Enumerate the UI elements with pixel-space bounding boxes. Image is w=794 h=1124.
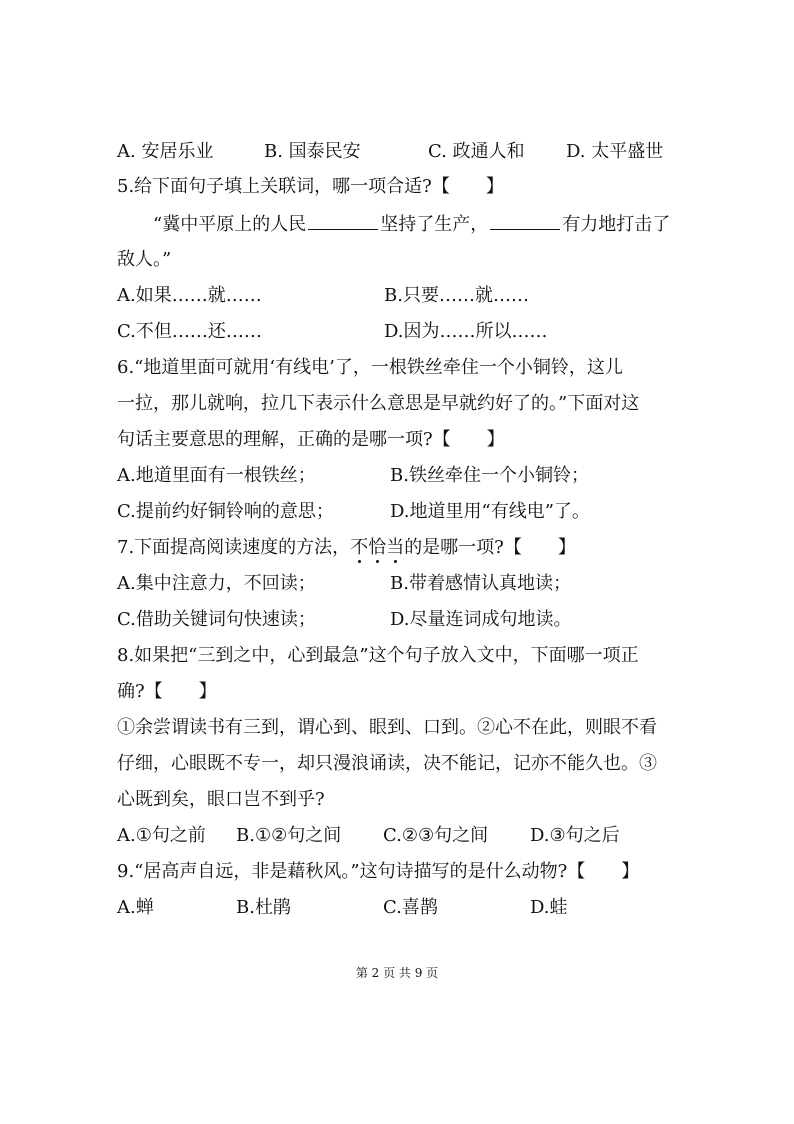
q7-option-a: A.集中注意力，不回读； — [117, 573, 316, 594]
q7-stem — [117, 535, 576, 561]
q6-stem-line-2: 一拉，那儿就响，拉几下表示什么意思是早就约好了的。”下面对这 — [117, 393, 640, 414]
q9-option-c: C.喜鹊 — [383, 897, 438, 918]
q6-option-a: A.地道里面有一根铁丝； — [117, 465, 316, 486]
q7-stem-post: 的是哪一项?【 】 — [404, 537, 576, 558]
q8-passage-line-3: 心既到矣，眼口岂不到乎? — [117, 789, 325, 810]
q6-option-b: B.铁丝牵住一个小铜铃； — [390, 465, 589, 486]
q9-option-b: B.杜鹃 — [236, 897, 291, 918]
q4-option-b: B. 国泰民安 — [264, 141, 361, 162]
q5-option-b: B.只要……就…… — [384, 285, 529, 306]
q5-option-c: C.不但……还…… — [117, 321, 262, 342]
q7-emphasis-char-3: 当 — [386, 537, 405, 558]
q8-option-a: A.①句之前 — [117, 825, 206, 846]
q5-sentence-part-c: 有力地打击了 — [562, 214, 671, 235]
q8-option-c: C.②③句之间 — [383, 825, 489, 846]
q7-option-d: D.尽量连词成句地读。 — [390, 609, 572, 630]
q9-option-d: D.蛙 — [530, 897, 568, 918]
q7-emphasis-char-2: 恰 — [368, 537, 387, 558]
q6-stem-line-3: 句话主要意思的理解，正确的是哪一项?【 】 — [117, 429, 505, 450]
q6-stem-line-1: 6.“地道里面可就用‘有线电’了，一根铁丝牵住一个小铜铃，这儿 — [117, 357, 623, 378]
q5-blank-1 — [308, 211, 378, 230]
q5-sentence-part-b: 坚持了生产， — [380, 214, 489, 235]
q9-option-a: A.蝉 — [117, 897, 154, 918]
q7-option-c: C.借助关键词句快速读； — [117, 609, 316, 630]
q5-sentence-part-a: “冀中平原上的人民 — [153, 214, 307, 235]
q7-emphasis-char-1: 不 — [350, 537, 369, 558]
q8-passage-line-2: 仔细，心眼既不专一，却只漫浪诵读，决不能记，记亦不能久也。③ — [117, 753, 657, 774]
q7-stem-pre: 7.下面提高阅读速度的方法， — [117, 537, 351, 558]
q5-option-d: D.因为……所以…… — [384, 321, 548, 342]
q6-option-c: C.提前约好铜铃响的意思； — [117, 501, 334, 522]
q4-option-a: A. 安居乐业 — [117, 141, 214, 162]
q8-option-b: B.①②句之间 — [236, 825, 342, 846]
q4-option-c: C. 政通人和 — [428, 141, 525, 162]
q5-blank-2 — [490, 211, 560, 230]
q7-option-b: B.带着感情认真地读； — [390, 573, 571, 594]
q8-passage-line-1: ①余尝谓读书有三到，谓心到、眼到、口到。②心不在此，则眼不看 — [117, 717, 657, 738]
q4-option-d: D. 太平盛世 — [566, 141, 664, 162]
q5-option-a: A.如果……就…… — [117, 285, 262, 306]
page-footer: 第 2 页 共 9 页 — [355, 966, 439, 980]
q8-stem-line-1: 8.如果把“三到之中，心到最急”这个句子放入文中，下面哪一项正 — [117, 645, 639, 666]
q8-option-d: D.③句之后 — [530, 825, 620, 846]
q5-sentence-end: 敌人。” — [117, 249, 172, 270]
q5-sentence — [153, 211, 670, 238]
q5-stem: 5.给下面句子填上关联词，哪一项合适?【 】 — [117, 176, 504, 197]
q6-option-d: D.地道里用“有线电”了。 — [390, 501, 590, 522]
q9-stem: 9.“居高声自远，非是藉秋风。”这句诗描写的是什么动物?【 】 — [117, 861, 640, 882]
q8-stem-line-2: 确?【 】 — [117, 681, 217, 702]
